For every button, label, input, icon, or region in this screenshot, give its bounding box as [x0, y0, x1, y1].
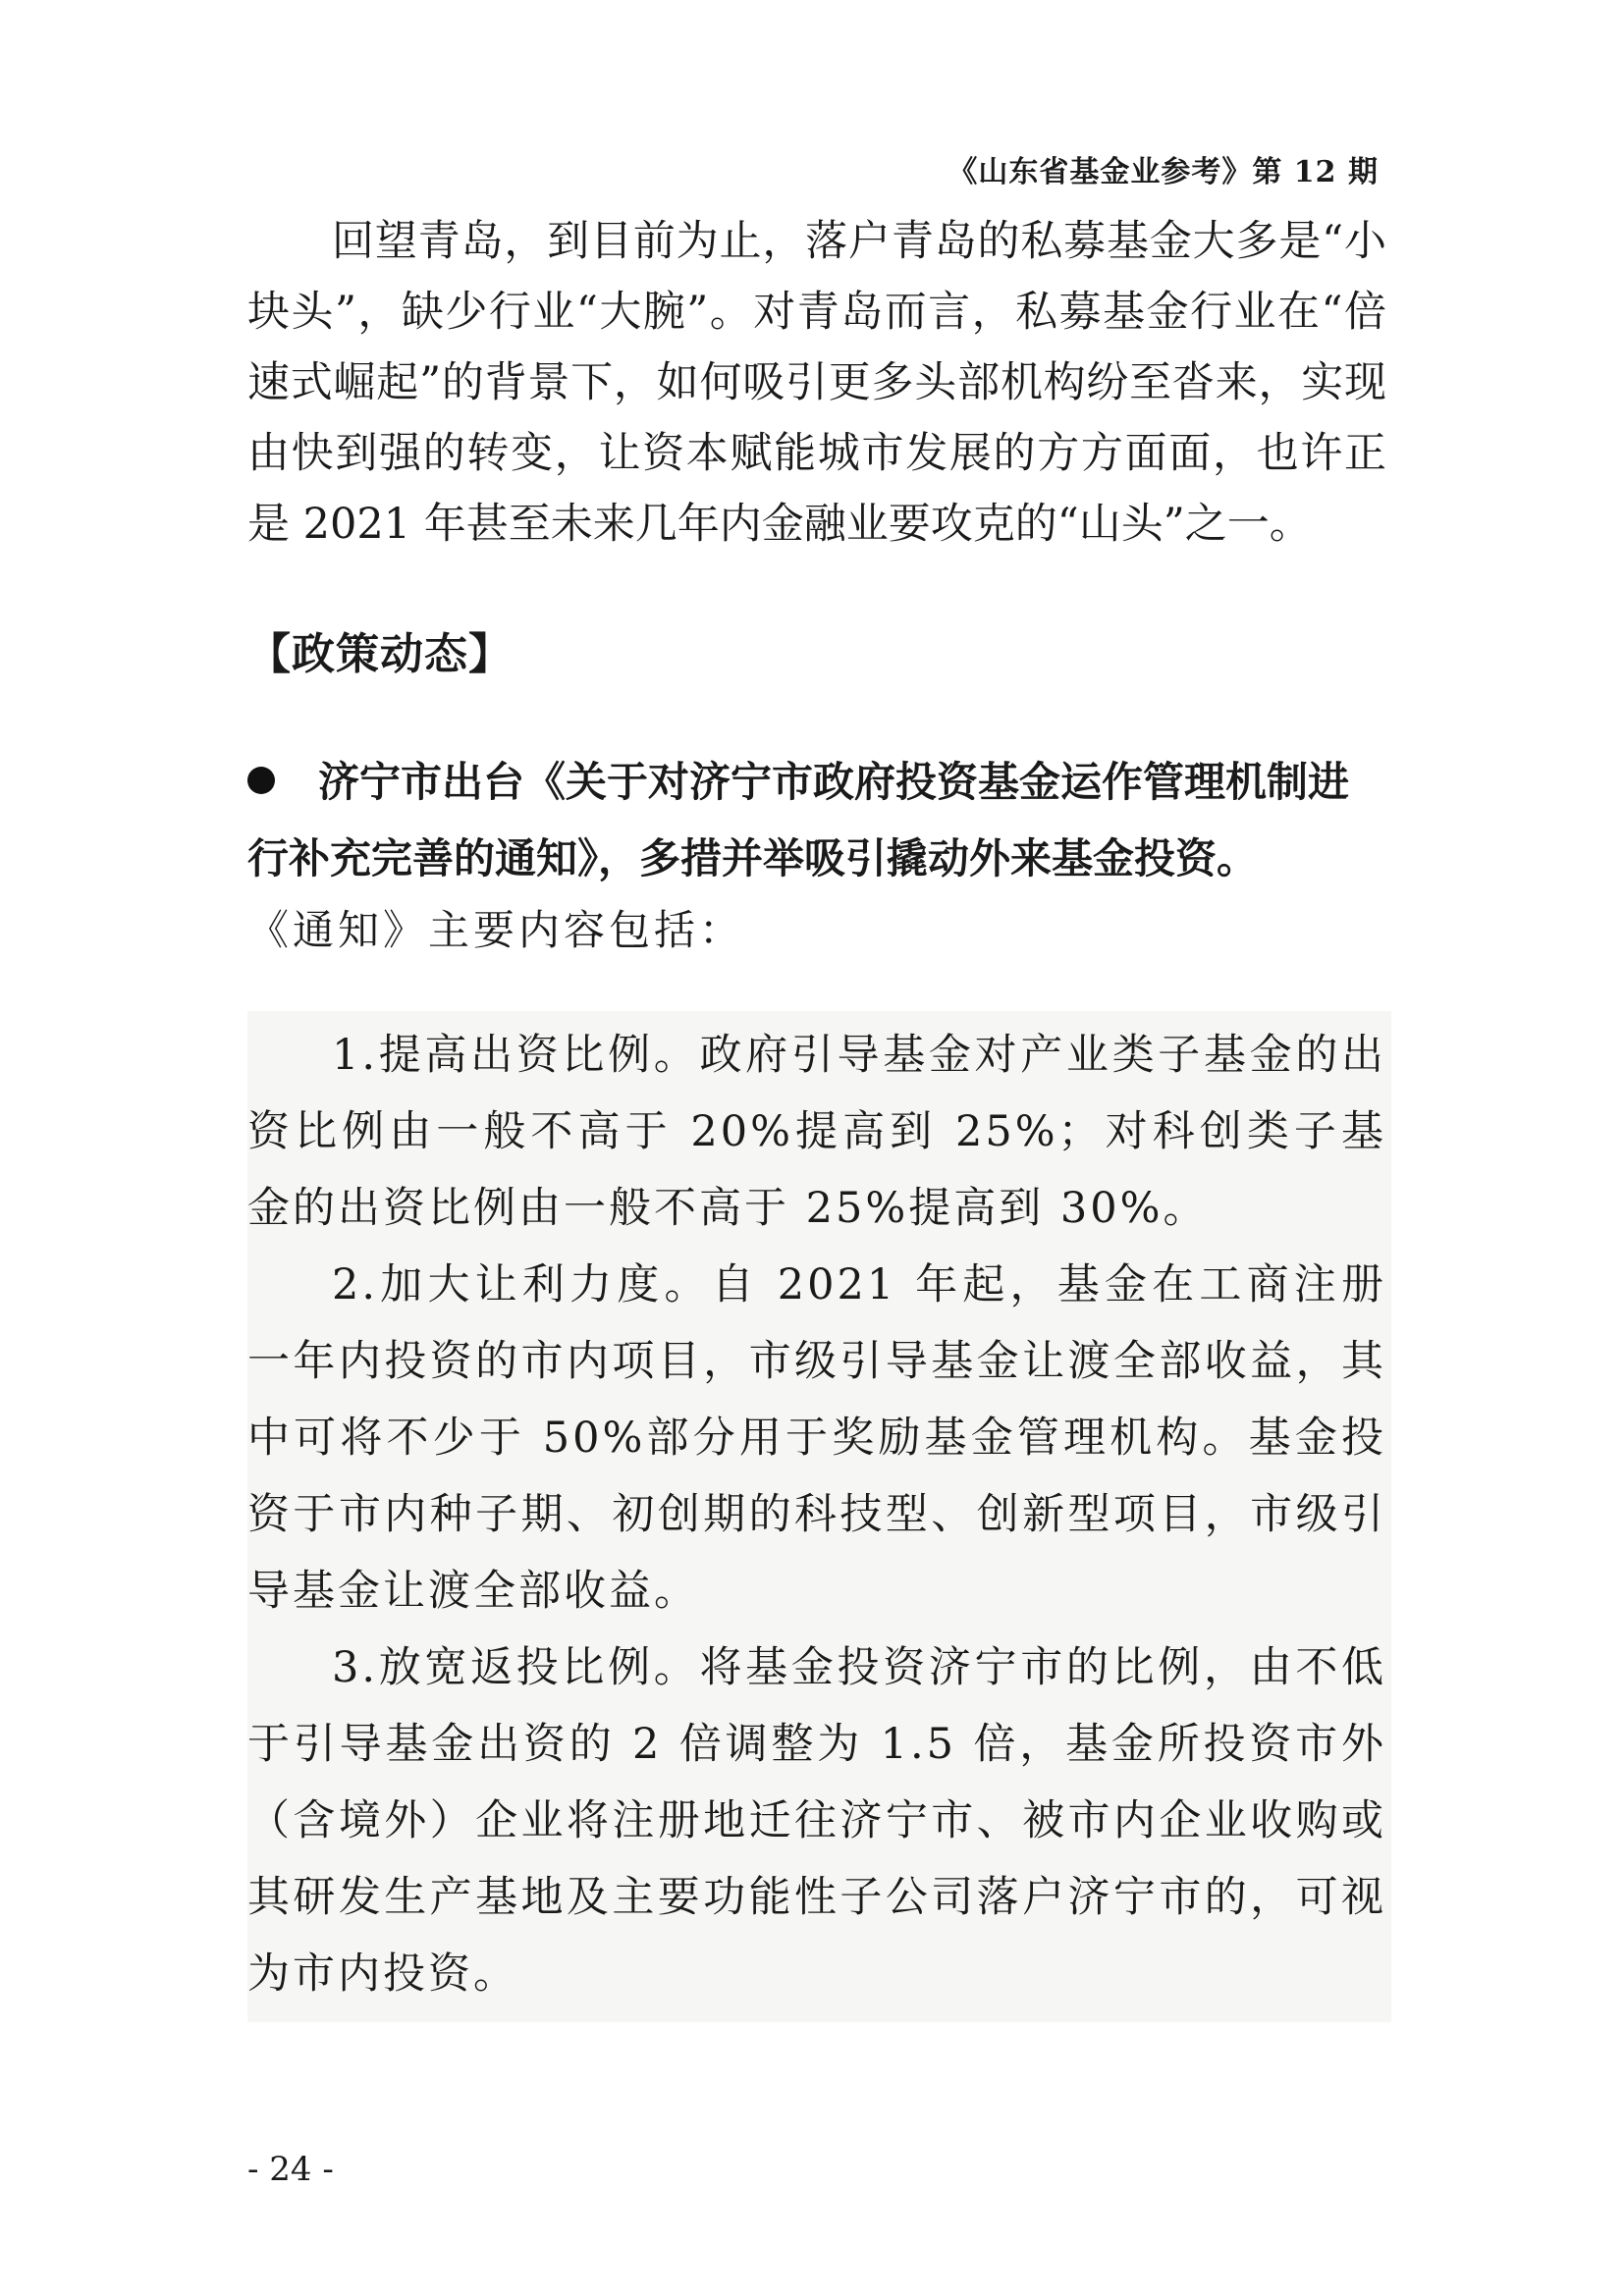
intro-section: [247, 206, 1386, 560]
intro-paragraph: 回望青岛，到目前为止，落户青岛的私募基金大多是“小块头”，缺少行业“大腕”。对青岛而言，私募基金行业在“倍速式崛起”的背景下，如何吸引更多头部机构纷至沓来，实现由快到强的转变，让资本赋能城市发展的方方面面，也许正是 2021 年甚至未来几年内金融业要攻克的“山头”之一。: [247, 217, 1386, 549]
page-number: - 24 -: [247, 2150, 334, 2189]
notice-lead: 《通知》主要内容包括：: [247, 906, 745, 954]
notice-point: 1.提高出资比例。政府引导基金对产业类子基金的出资比例由一般不高于 20%提高到 25%；对科创类子基金的出资比例由一般不高于 25%提高到 30%。: [247, 1031, 1386, 1233]
notice-points: [247, 1017, 1386, 2012]
bullet-icon: [247, 767, 275, 794]
section-heading: 【政策动态】: [247, 629, 513, 679]
news-headline: [247, 744, 1386, 897]
notice-point: 3.放宽返投比例。将基金投资济宁市的比例，由不低于引导基金出资的 2 倍调整为 1.5 倍，基金所投资市外（含境外）企业将注册地迁往济宁市、被市内企业收购或其研发生产基地及主要功能性子公司落户济宁市的，可视为市内投资。: [247, 1643, 1386, 1999]
news-headline-text: 济宁市出台《关于对济宁市政府投资基金运作管理机制进行补充完善的通知》，多措并举吸引撬动外来基金投资。: [247, 758, 1350, 882]
running-header: 《山东省基金业参考》第 12 期: [947, 155, 1379, 189]
notice-point: 2.加大让利力度。自 2021 年起，基金在工商注册一年内投资的市内项目，市级引导基金让渡全部收益，其中可将不少于 50%部分用于奖励基金管理机构。基金投资于市内种子期、初创期的科技型、创新型项目，市级引导基金让渡全部收益。: [247, 1260, 1386, 1616]
